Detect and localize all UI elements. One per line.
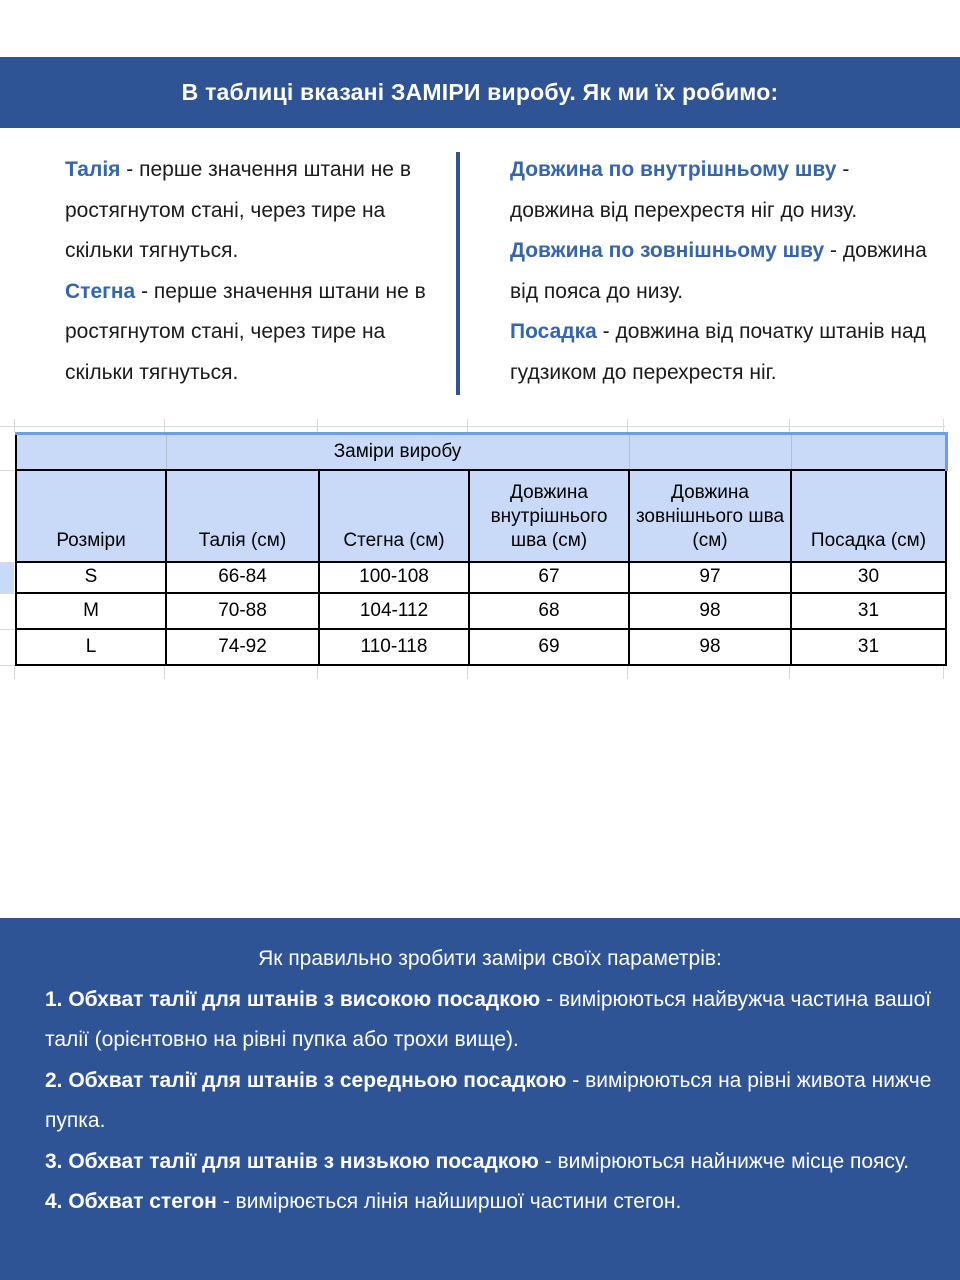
gridline [789, 419, 790, 432]
definition-term: Стегна [65, 279, 136, 303]
instructions-title: Як правильно зробити заміри своїх параметрів: [258, 947, 722, 970]
gridline [0, 593, 15, 594]
column-header-hips: Стегна (см) [319, 470, 469, 562]
table-empty-cell [791, 434, 946, 470]
table-empty-cell [629, 434, 791, 470]
header-banner [0, 57, 960, 128]
gridline [164, 666, 165, 679]
gridline [0, 470, 15, 471]
cell-waist: 66-84 [166, 562, 319, 593]
gridline [0, 665, 15, 666]
instruction-item-1 [45, 980, 935, 1061]
definition-text: - довжина від пояса до низу. [510, 239, 927, 303]
gutter-highlight [0, 563, 14, 593]
instruction-text: - вимірюються найнижче місце поясу. [538, 1149, 910, 1173]
cell-size: M [16, 593, 166, 629]
cell-rise: 30 [791, 562, 946, 593]
definitions-right-column [510, 150, 934, 393]
cell-size: L [16, 629, 166, 665]
gridline [627, 419, 628, 432]
instruction-text: - вимірюються найвужча частина вашої талії (орієнтовно на рівні пупка або трохи вище). [45, 987, 932, 1051]
definition-hips [65, 272, 437, 394]
column-header-outseam: Довжина зовнішнього шва (см) [629, 470, 791, 562]
gridline [0, 629, 15, 630]
definition-term: Талія [65, 158, 121, 181]
gridline [14, 419, 15, 432]
instructions-panel [0, 918, 960, 1280]
gridline [943, 419, 944, 432]
cell-inseam: 67 [469, 562, 629, 593]
definition-text: - довжина від початку штанів над гудзиком до перехрестя ніг. [510, 320, 926, 384]
instruction-text: - вимірюється лінія найширшої частини стегон. [216, 1190, 682, 1213]
cell-rise: 31 [791, 629, 946, 665]
instruction-item-3 [45, 1142, 935, 1183]
table-merged-header-row [16, 434, 946, 470]
definition-inseam [510, 150, 934, 231]
table-merged-title: Заміри виробу [166, 434, 629, 470]
definition-text: - довжина від перехрестя ніг до низу. [510, 158, 858, 222]
table-row-s [16, 562, 946, 593]
gridline [164, 419, 165, 432]
definition-term: Довжина по зовнішньому шву [510, 239, 825, 262]
cell-hips: 100-108 [319, 562, 469, 593]
cell-waist: 74-92 [166, 629, 319, 665]
page-title: В таблиці вказані ЗАМІРИ виробу. Як ми їх робимо: [181, 79, 779, 105]
definitions-section [0, 150, 960, 400]
cell-size: S [16, 562, 166, 593]
definition-text: - перше значення штани не в ростягнутом стані, через тире на скільки тягнуться. [65, 158, 411, 262]
definition-rise [510, 312, 934, 393]
definition-outseam [510, 231, 934, 312]
gridline [0, 426, 945, 427]
instruction-bold: 1. Обхват талії для штанів з високою посадкою [45, 987, 541, 1011]
cell-rise: 31 [791, 593, 946, 629]
size-table [15, 432, 948, 666]
column-header-waist: Талія (см) [166, 470, 319, 562]
table-header-row [16, 470, 946, 562]
instruction-item-4 [45, 1182, 935, 1223]
cell-waist: 70-88 [166, 593, 319, 629]
gridline [14, 666, 15, 679]
gridline [317, 666, 318, 679]
instruction-text: - вимірюються на рівні живота нижче пупка. [45, 1068, 932, 1132]
definition-text: - перше значення штани не в ростягнутом стані, через тире на скільки тягнуться. [65, 279, 426, 384]
cell-outseam: 98 [629, 593, 791, 629]
gridline [789, 666, 790, 679]
instruction-item-2 [45, 1061, 935, 1142]
instruction-bold: 3. Обхват талії для штанів з низькою посадкою [45, 1149, 539, 1173]
definition-term: Довжина по внутрішньому шву [510, 158, 837, 181]
size-table-wrapper [15, 432, 948, 666]
column-header-rise: Посадка (см) [791, 470, 946, 562]
column-header-sizes: Розміри [16, 470, 166, 562]
definition-waist [65, 150, 437, 272]
gridline [943, 666, 944, 679]
cell-inseam: 68 [469, 593, 629, 629]
column-header-inseam: Довжина внутрішнього шва (см) [469, 470, 629, 562]
gridline [467, 666, 468, 679]
table-empty-cell [16, 434, 166, 470]
gridline [467, 419, 468, 432]
gridline [317, 419, 318, 432]
definitions-left-column [65, 150, 437, 393]
cell-outseam: 97 [629, 562, 791, 593]
cell-hips: 104-112 [319, 593, 469, 629]
gridline [627, 666, 628, 679]
cell-inseam: 69 [469, 629, 629, 665]
instruction-bold: 4. Обхват стегон [45, 1190, 217, 1213]
cell-hips: 110-118 [319, 629, 469, 665]
cell-outseam: 98 [629, 629, 791, 665]
vertical-divider [456, 152, 460, 395]
definition-term: Посадка [510, 320, 597, 343]
table-row-m [16, 593, 946, 629]
instruction-bold: 2. Обхват талії для штанів з середньою посадкою [45, 1068, 567, 1092]
table-row-l [16, 629, 946, 665]
